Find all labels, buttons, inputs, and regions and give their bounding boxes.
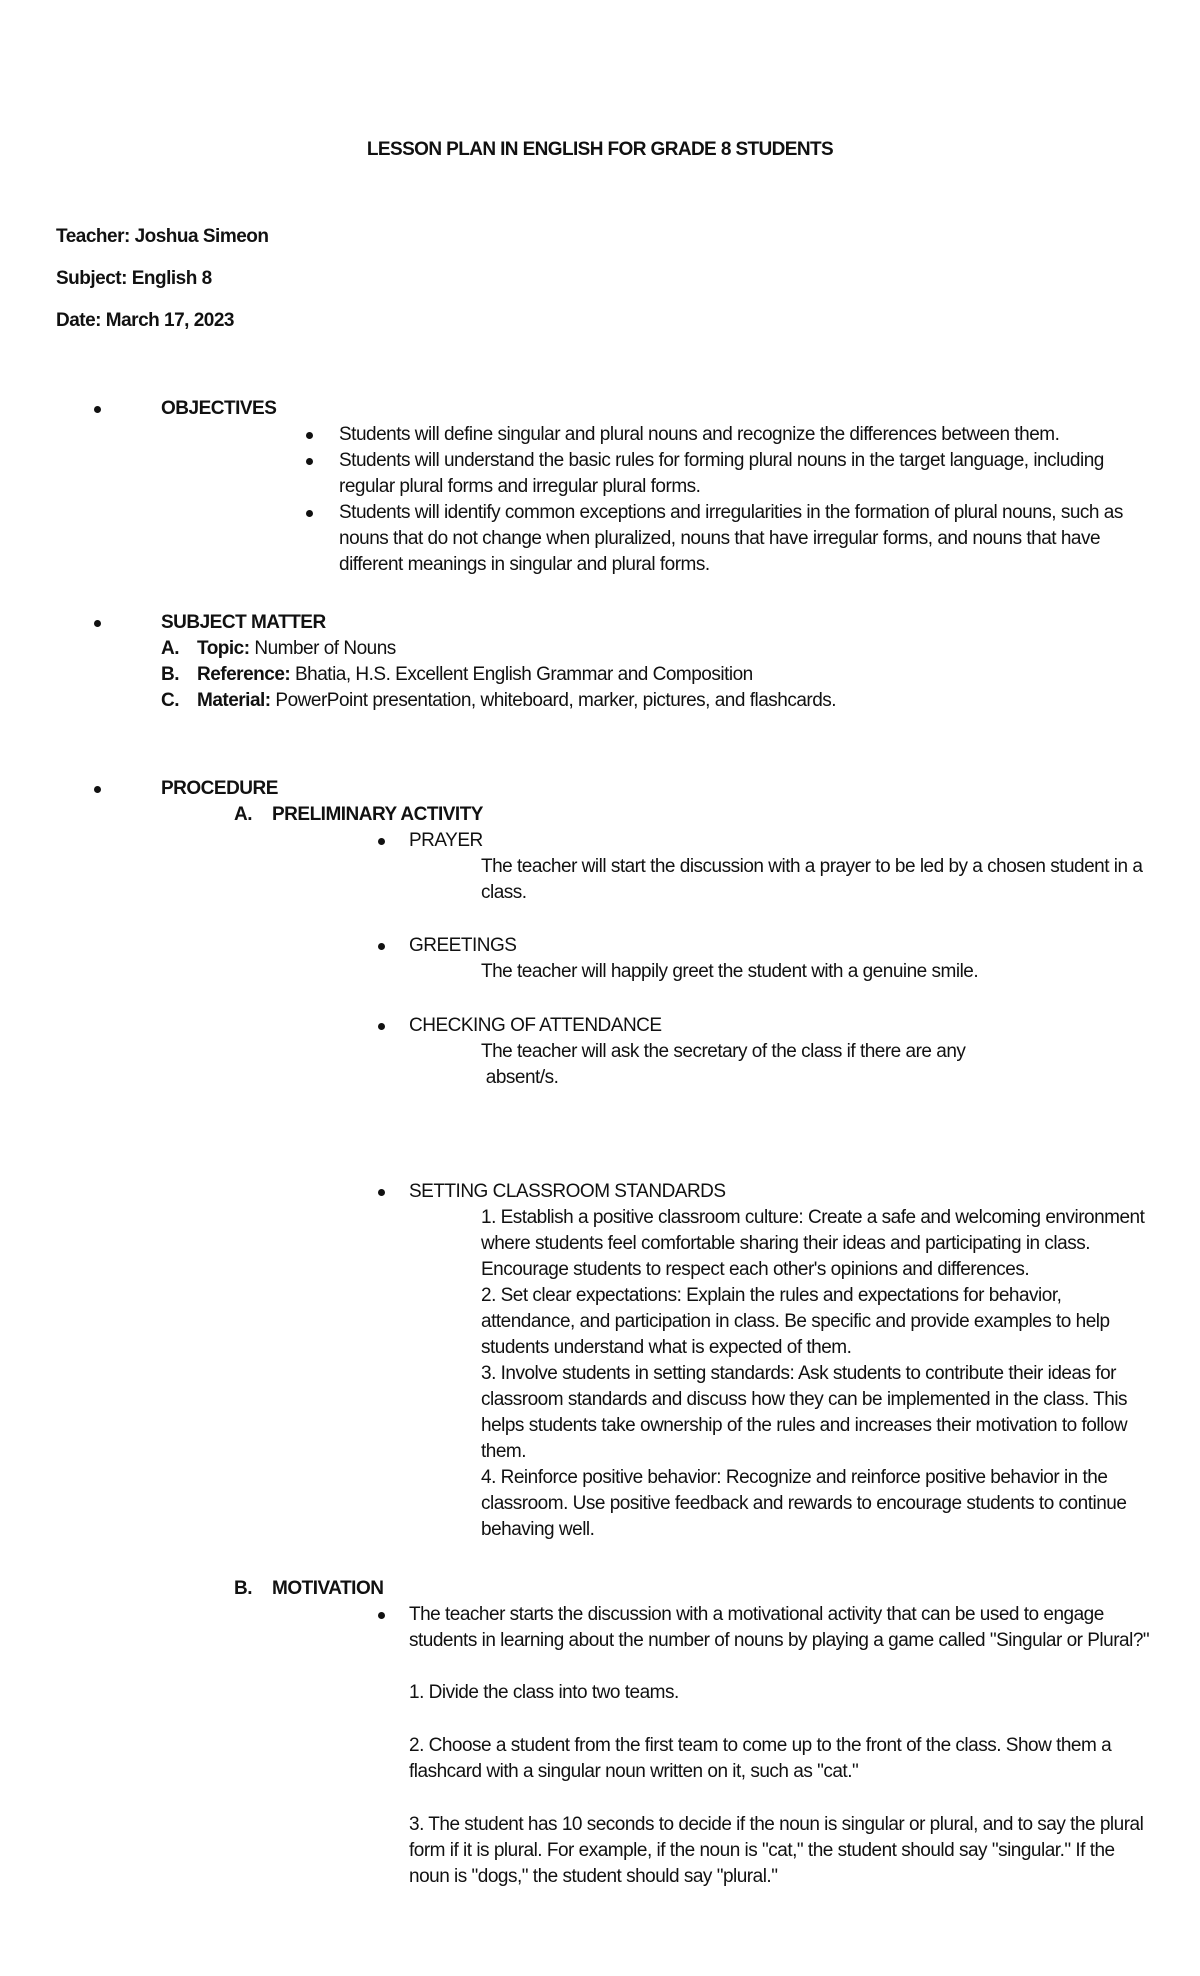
standards-title: SETTING CLASSROOM STANDARDS	[409, 1181, 726, 1202]
standards-line: classroom. Use positive feedback and rewards to encourage students to continue	[481, 1493, 1127, 1514]
objective-line: nouns that do not change when pluralized, nouns that have irregular forms, and nouns that have	[339, 528, 1101, 549]
list-marker: A.	[161, 638, 179, 659]
page-title: LESSON PLAN IN ENGLISH FOR GRADE 8 STUDENTS	[366, 139, 834, 160]
material-label: Material:	[197, 690, 271, 711]
attendance-text: absent/s.	[481, 1067, 559, 1088]
bullet-icon	[378, 838, 385, 845]
standards-line: Encourage students to respect each other's opinions and differences.	[481, 1259, 1030, 1280]
objective-line: Students will understand the basic rules for forming plural nouns in the target language, including	[339, 450, 1104, 471]
standards-line: 2. Set clear expectations: Explain the rules and expectations for behavior,	[481, 1285, 1062, 1306]
objective-line: Students will identify common exceptions and irregularities in the formation of plural nouns, such as	[339, 502, 1123, 523]
bullet-icon	[306, 458, 313, 465]
reference-line	[197, 662, 753, 688]
standards-line: attendance, and participation in class. Be specific and provide examples to help	[481, 1311, 1110, 1332]
date-line: Date: March 17, 2023	[56, 310, 234, 331]
attendance-title: CHECKING OF ATTENDANCE	[409, 1015, 662, 1036]
subject-matter-heading: SUBJECT MATTER	[161, 612, 326, 633]
list-marker: C.	[161, 690, 179, 711]
bullet-icon	[94, 620, 101, 627]
objective-line: Students will define singular and plural nouns and recognize the differences between them.	[339, 424, 1060, 445]
bullet-icon	[94, 406, 101, 413]
attendance-text: The teacher will ask the secretary of the class if there are any	[481, 1041, 966, 1062]
prayer-text: The teacher will start the discussion with a prayer to be led by a chosen student in a	[481, 856, 1143, 877]
subject-line: Subject: English 8	[56, 268, 212, 289]
topic-value: Number of Nouns	[254, 638, 396, 659]
motivation-step: noun is "dogs," the student should say "plural."	[409, 1866, 778, 1887]
greetings-title: GREETINGS	[409, 935, 517, 956]
procedure-heading: PROCEDURE	[161, 778, 278, 799]
greetings-text: The teacher will happily greet the student with a genuine smile.	[481, 961, 979, 982]
motivation-heading: MOTIVATION	[272, 1578, 384, 1599]
standards-line: 4. Reinforce positive behavior: Recognize and reinforce positive behavior in the	[481, 1467, 1108, 1488]
motivation-text: The teacher starts the discussion with a motivational activity that can be used to engage	[409, 1604, 1104, 1625]
standards-line: classroom standards and discuss how they can be implemented in the class. This	[481, 1389, 1128, 1410]
topic-label: Topic:	[197, 638, 250, 659]
prayer-text: class.	[481, 882, 527, 903]
bullet-icon	[378, 1023, 385, 1030]
list-marker: A.	[234, 804, 252, 825]
standards-line: helps students take ownership of the rules and increases their motivation to follow	[481, 1415, 1128, 1436]
standards-line: them.	[481, 1441, 527, 1462]
motivation-step: flashcard with a singular noun written on it, such as "cat."	[409, 1761, 859, 1782]
bullet-icon	[94, 786, 101, 793]
bullet-icon	[306, 432, 313, 439]
motivation-step: 3. The student has 10 seconds to decide if the noun is singular or plural, and to say the plural	[409, 1814, 1144, 1835]
standards-line: behaving well.	[481, 1519, 595, 1540]
motivation-step: 1. Divide the class into two teams.	[409, 1682, 679, 1703]
list-marker: B.	[234, 1578, 252, 1599]
teacher-line: Teacher: Joshua Simeon	[56, 226, 269, 247]
material-value: PowerPoint presentation, whiteboard, marker, pictures, and flashcards.	[275, 690, 837, 711]
standards-line: 1. Establish a positive classroom culture: Create a safe and welcoming environment	[481, 1207, 1145, 1228]
reference-value: Bhatia, H.S. Excellent English Grammar and Composition	[295, 664, 753, 685]
motivation-step: 2. Choose a student from the first team to come up to the front of the class. Show them a	[409, 1735, 1112, 1756]
objective-line: regular plural forms and irregular plural forms.	[339, 476, 701, 497]
bullet-icon	[378, 1612, 385, 1619]
standards-line: 3. Involve students in setting standards: Ask students to contribute their ideas for	[481, 1363, 1116, 1384]
topic-line	[197, 636, 396, 662]
motivation-step: form if it is plural. For example, if the noun is "cat," the student should say "singular." If the	[409, 1840, 1115, 1861]
standards-line: where students feel comfortable sharing their ideas and participating in class.	[481, 1233, 1090, 1254]
preliminary-heading: PRELIMINARY ACTIVITY	[272, 804, 483, 825]
material-line	[197, 688, 836, 714]
objectives-heading: OBJECTIVES	[161, 398, 277, 419]
bullet-icon	[378, 943, 385, 950]
bullet-icon	[378, 1189, 385, 1196]
motivation-text: students in learning about the number of nouns by playing a game called "Singular or Plural?"	[409, 1630, 1150, 1651]
standards-line: students understand what is expected of them.	[481, 1337, 852, 1358]
reference-label: Reference:	[197, 664, 291, 685]
objective-line: different meanings in singular and plural forms.	[339, 554, 710, 575]
list-marker: B.	[161, 664, 179, 685]
prayer-title: PRAYER	[409, 830, 483, 851]
bullet-icon	[306, 510, 313, 517]
